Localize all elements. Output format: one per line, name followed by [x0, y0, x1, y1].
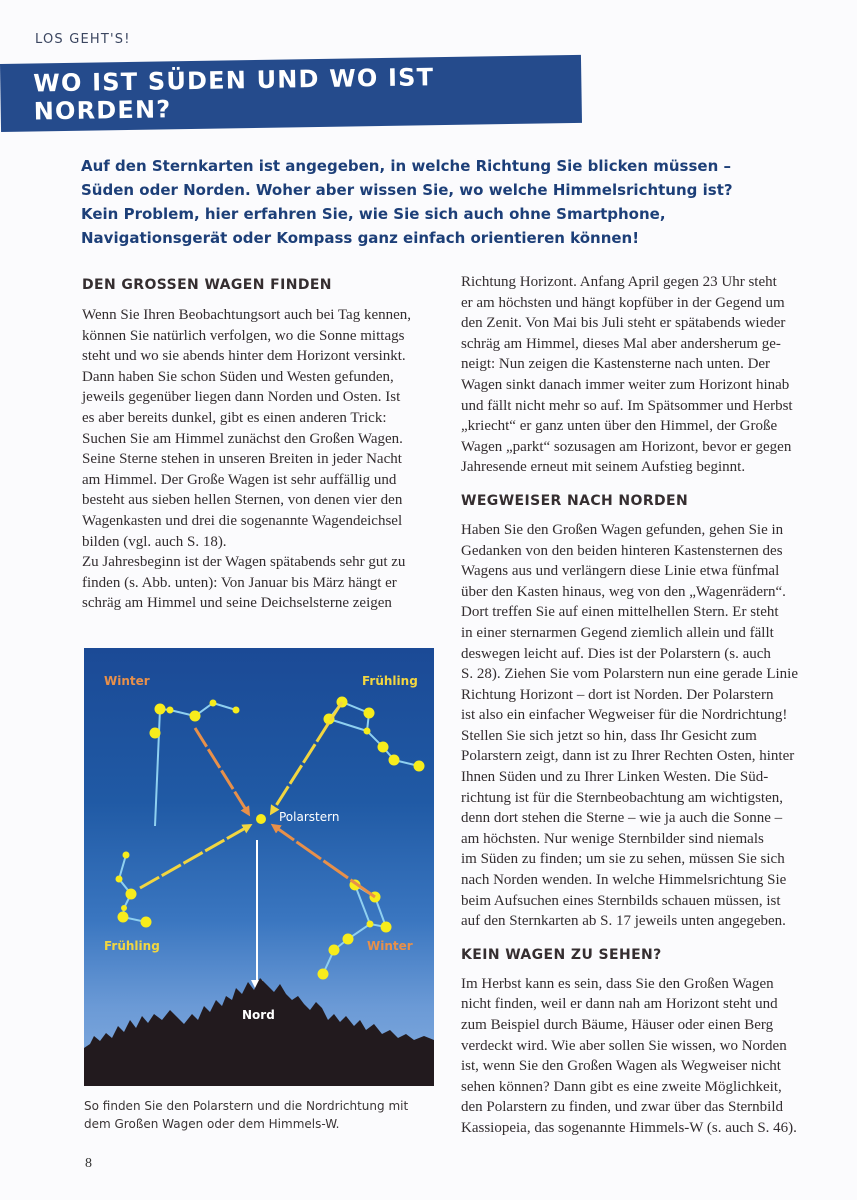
- intro-line: Auf den Sternkarten ist angegeben, in welche Richtung Sie blicken müssen –: [81, 157, 731, 175]
- intro-line: Navigationsgerät oder Kompass ganz einfach orientieren können!: [81, 229, 640, 247]
- text-line: nicht finden, weil er dann nah am Horizont steht und: [461, 996, 778, 1013]
- text-line: Im Herbst kann es sein, dass Sie den Großen Wagen: [461, 975, 774, 992]
- section-body: [82, 305, 432, 614]
- star: [210, 700, 217, 707]
- label-spring-bottom: Frühling: [104, 939, 160, 953]
- star: [233, 707, 240, 714]
- text-line: schräg am Himmel und seine Deichselsterne zeigen: [82, 595, 392, 612]
- text-line: Zu Jahresbeginn ist der Wagen spätabends sehr gut zu: [82, 554, 406, 571]
- section-body-continued: [461, 272, 831, 478]
- text-line: am höchsten. Nur wenige Sternbilder sind niemals: [461, 830, 764, 847]
- text-line: „kriecht“ er ganz unten über den Himmel, der Große: [461, 418, 778, 435]
- text-line: am Himmel. Der Große Wagen ist sehr auffällig und: [82, 471, 397, 488]
- intro-line: Süden oder Norden. Woher aber wissen Sie, wo welche Himmelsrichtung ist?: [81, 181, 733, 199]
- star: [150, 728, 161, 739]
- polaris-star: [256, 814, 266, 824]
- right-column: [461, 272, 831, 1139]
- star: [367, 921, 374, 928]
- text-line: finden (s. Abb. unten): Von Januar bis März hängt er: [82, 574, 397, 591]
- text-line: Dann haben Sie schon Süden und Westen gefunden,: [82, 368, 394, 385]
- text-line: über den Kasten hinaus, weg von den „Wagenrädern“.: [461, 583, 786, 600]
- tree-silhouette: [84, 978, 434, 1086]
- constellation-winter-bottom: [274, 826, 392, 980]
- text-line: beim Aufsuchen eines Sternbilds schauen müssen, ist: [461, 892, 781, 909]
- intro-paragraph: [81, 154, 781, 250]
- text-line: Polarstern zeigt, dann ist zu Ihrer Rechten Osten, hinter: [461, 748, 795, 765]
- text-line: den Polarstern zu finden, und zwar über das Sternbild: [461, 1099, 783, 1116]
- star: [343, 934, 354, 945]
- text-line: in einer sternarmen Gegend ziemlich allein und fällt: [461, 624, 774, 641]
- text-line: Wagenkasten und drei die sogenannte Wagendeichsel: [82, 512, 403, 529]
- text-line: Gedanken von den beiden hinteren Kastensternen des: [461, 542, 783, 559]
- star: [381, 922, 392, 933]
- text-line: nach Norden wenden. In welche Himmelsrichtung Sie: [461, 872, 787, 889]
- text-line: Dort treffen Sie auf einen mittelhellen Stern. Er steht: [461, 604, 779, 621]
- text-line: es aber bereits dunkel, gibt es einen anderen Trick:: [82, 409, 387, 426]
- text-line: Stellen Sie sich jetzt so hin, dass Ihr Gesicht zum: [461, 727, 757, 744]
- pointer-arrow-winter-bottom: [274, 826, 375, 897]
- star: [123, 852, 130, 859]
- section-heading: KEIN WAGEN ZU SEHEN?: [461, 946, 662, 963]
- text-line: steht und wo sie abends hinter dem Horizont versinkt.: [82, 348, 406, 365]
- text-line: im Süden zu finden; um sie zu sehen, müssen Sie sich: [461, 851, 785, 868]
- constellation-spring-bottom: [116, 826, 250, 928]
- text-line: Wagen „parkt“ sozusagen am Horizont, bevor er gegen: [461, 438, 792, 455]
- text-line: richtung ist für die Sternbeobachtung am wichtigsten,: [461, 789, 784, 806]
- star: [364, 708, 375, 719]
- text-line: ist also ein einfacher Wegweiser für die Nordrichtung!: [461, 707, 788, 724]
- text-line: verdeckt wird. Wie aber sollen Sie wissen, wo Norden: [461, 1037, 787, 1054]
- section-body: [461, 974, 831, 1139]
- text-line: Wagen sinkt danach immer weiter zum Horizont hinab: [461, 376, 790, 393]
- text-line: Suchen Sie am Himmel zunächst den Großen Wagen.: [82, 430, 403, 447]
- star: [118, 912, 129, 923]
- text-line: auf den Sternkarten ab S. 17 jeweils unten angegeben.: [461, 913, 786, 930]
- text-line: Ihnen Süden und zu Ihrer Linken Westen. Die Süd-: [461, 769, 769, 786]
- star: [364, 728, 371, 735]
- text-line: S. 28). Ziehen Sie vom Polarstern nun eine gerade Linie: [461, 666, 798, 683]
- text-line: schräg am Himmel, dieses Mal aber andersherum ge-: [461, 335, 781, 352]
- text-line: denn dort stehen die Sterne – wie ja auch die Sonne –: [461, 810, 783, 827]
- figure-caption: [84, 1097, 444, 1133]
- star: [329, 945, 340, 956]
- text-line: Richtung Horizont. Anfang April gegen 23 Uhr steht: [461, 274, 777, 290]
- intro-line: Kein Problem, hier erfahren Sie, wie Sie sich auch ohne Smartphone,: [81, 205, 666, 223]
- text-line: Richtung Horizont – dort ist Norden. Der Polarstern: [461, 686, 774, 703]
- pointer-arrow-winter: [195, 728, 248, 813]
- page-title: WO IST SÜDEN UND WO IST NORDEN?: [33, 63, 435, 126]
- text-line: und fällt nicht mehr so auf. Im Spätsommer und Herbst: [461, 397, 793, 414]
- caption-line: dem Großen Wagen oder dem Himmels-W.: [84, 1117, 340, 1131]
- star: [318, 969, 329, 980]
- label-north: Nord: [242, 1008, 275, 1022]
- text-line: bilden (vgl. auch S. 18).: [82, 533, 227, 550]
- text-line: Seine Sterne stehen in unseren Breiten in jeder Nacht: [82, 451, 402, 468]
- text-line: Kassiopeia, das sogenannte Himmels-W (s. auch S. 46).: [461, 1119, 797, 1136]
- star: [141, 917, 152, 928]
- section-kicker: LOS GEHT'S!: [35, 32, 131, 47]
- label-spring-top: Frühling: [362, 674, 418, 688]
- text-line: sehen können? Dann gibt es eine zweite Möglichkeit,: [461, 1078, 782, 1095]
- label-winter-bottom: Winter: [367, 939, 413, 953]
- section-heading: WEGWEISER NACH NORDEN: [461, 492, 689, 509]
- text-line: den Zenit. Von Mai bis Juli steht er spätabends wieder: [461, 315, 786, 332]
- text-line: er am höchsten und hängt kopfüber in der Gegend um: [461, 294, 785, 311]
- text-line: Wenn Sie Ihren Beobachtungsort auch bei Tag kennen,: [82, 307, 412, 323]
- caption-line: So finden Sie den Polarstern und die Nordrichtung mit: [84, 1099, 409, 1113]
- text-line: ist, wenn Sie den Großen Wagen als Wegweiser nicht: [461, 1058, 781, 1075]
- text-line: Haben Sie den Großen Wagen gefunden, gehen Sie in: [461, 521, 784, 538]
- section-find-big-dipper: [82, 276, 432, 614]
- title-banner: [0, 55, 582, 132]
- text-line: deswegen leicht auf. Dies ist der Polarstern (s. auch: [461, 645, 771, 662]
- star-finder-illustration: [84, 648, 434, 1086]
- star: [414, 761, 425, 772]
- star: [116, 876, 123, 883]
- text-line: besteht aus sieben hellen Sternen, von denen vier den: [82, 492, 403, 509]
- star: [378, 742, 389, 753]
- text-line: Wagens aus und verlängern diese Linie etwa fünfmal: [461, 563, 780, 580]
- text-line: jeweils gegenüber liegen dann Norden und Osten. Ist: [82, 389, 401, 406]
- label-winter-top: Winter: [104, 674, 150, 688]
- star: [126, 889, 137, 900]
- constellation-spring-top: [272, 697, 425, 813]
- star: [190, 711, 201, 722]
- constellation-line: [329, 719, 367, 731]
- text-line: können Sie natürlich verfolgen, wo die Sonne mittags: [82, 327, 405, 344]
- section-heading: DEN GROSSEN WAGEN FINDEN: [82, 277, 332, 293]
- pointer-arrow-spring-bottom: [140, 826, 249, 888]
- constellation-winter-top: [150, 700, 249, 827]
- star: [155, 704, 166, 715]
- text-line: neigt: Nun zeigen die Kastensterne nach unten. Der: [461, 356, 771, 373]
- page-number: 8: [85, 1156, 92, 1171]
- label-polaris: Polarstern: [279, 810, 340, 824]
- star: [389, 755, 400, 766]
- text-line: Jahresende erneut mit seinem Aufstieg beginnt.: [461, 459, 746, 476]
- text-line: zum Beispiel durch Bäume, Häuser oder einen Berg: [461, 1017, 774, 1033]
- section-body: [461, 520, 831, 932]
- pointer-arrow-spring: [272, 702, 342, 812]
- star: [121, 905, 127, 911]
- star: [167, 707, 174, 714]
